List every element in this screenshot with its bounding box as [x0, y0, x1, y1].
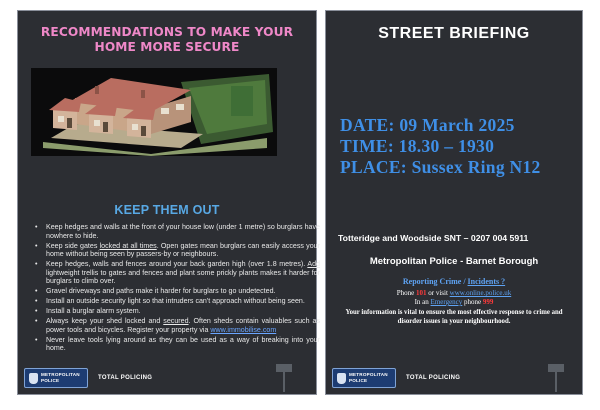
street-briefing-flyer: [325, 10, 583, 395]
briefing-date: DATE: 09 March 2025: [340, 115, 515, 135]
list-item: • Keep hedges and walls at the front of your house low (under 1 metre) so burglars have nowhere to hide.: [46, 223, 320, 240]
police-crest-icon: [337, 373, 346, 384]
flyer-title: RECOMMENDATIONS TO MAKE YOUR HOME MORE SECURE: [40, 25, 294, 54]
list-item: • Gravel driveways and paths make it harder for burglars to go undetected.: [46, 287, 320, 296]
non-emergency-line: Phone 101 or visit www.online.police.uk: [396, 289, 512, 297]
street-briefing-title: STREET BRIEFING: [378, 25, 530, 42]
list-item: • Install an outside security light so that intruders can't approach without being seen.: [46, 297, 320, 306]
list-item: • Keep side gates locked at all times. Open gates mean burglars can easily access your home without being seen by passers-by or neighbours.: [46, 242, 320, 259]
total-policing-text: TOTAL POLICING: [406, 375, 461, 381]
police-crest-icon: [29, 373, 38, 384]
cctv-camera-icon: [544, 360, 568, 392]
information-notice: Your information is vital to ensure the most effective response to crime and disorder issues in your neighbourhood.: [345, 309, 563, 325]
online-police-link[interactable]: www.online.police.uk: [449, 289, 512, 297]
metropolitan-police-logo: METROPOLITAN POLICE: [332, 368, 396, 388]
security-recommendations-flyer: [17, 10, 320, 395]
emergency-link[interactable]: Emergency: [430, 298, 463, 306]
briefing-place: PLACE: Sussex Ring N12: [340, 157, 541, 177]
house-illustration: [31, 68, 277, 156]
cctv-camera-icon: [272, 360, 296, 392]
list-item: • Install a burglar alarm system.: [46, 307, 320, 316]
incidents-link[interactable]: Incidents ?: [467, 277, 506, 286]
reporting-crime-heading: Reporting Crime / Incidents ?: [402, 277, 506, 286]
list-item: • Keep hedges, walls and fences around your back garden high (over 1.8 metres). Add lightweight trellis to gates and fences and plant some prickly plants makes it harder for burglars to climb over.: [46, 260, 320, 286]
briefing-details: [340, 115, 541, 178]
team-contact: Totteridge and Woodside SNT – 0207 004 5911: [338, 233, 529, 243]
total-policing-text: TOTAL POLICING: [98, 375, 153, 381]
keep-them-out-heading: KEEP THEM OUT: [114, 203, 220, 217]
metropolitan-police-logo: METROPOLITAN POLICE: [24, 368, 88, 388]
list-item: • Never leave tools lying around as they can be used as a way of breaking into your home.: [46, 336, 320, 353]
briefing-time: TIME: 18.30 – 1930: [340, 136, 495, 156]
borough-name: Metropolitan Police - Barnet Borough: [369, 256, 539, 267]
list-item: • Always keep your shed locked and secured. Often sheds contain valuables such as power tools and bicycles. Register your property via www.immobilise.com: [46, 317, 320, 334]
emergency-line: In an Emergency phone 999: [414, 298, 494, 306]
security-tips-list: [30, 223, 320, 354]
immobilise-link[interactable]: www.immobilise.com: [210, 325, 277, 334]
